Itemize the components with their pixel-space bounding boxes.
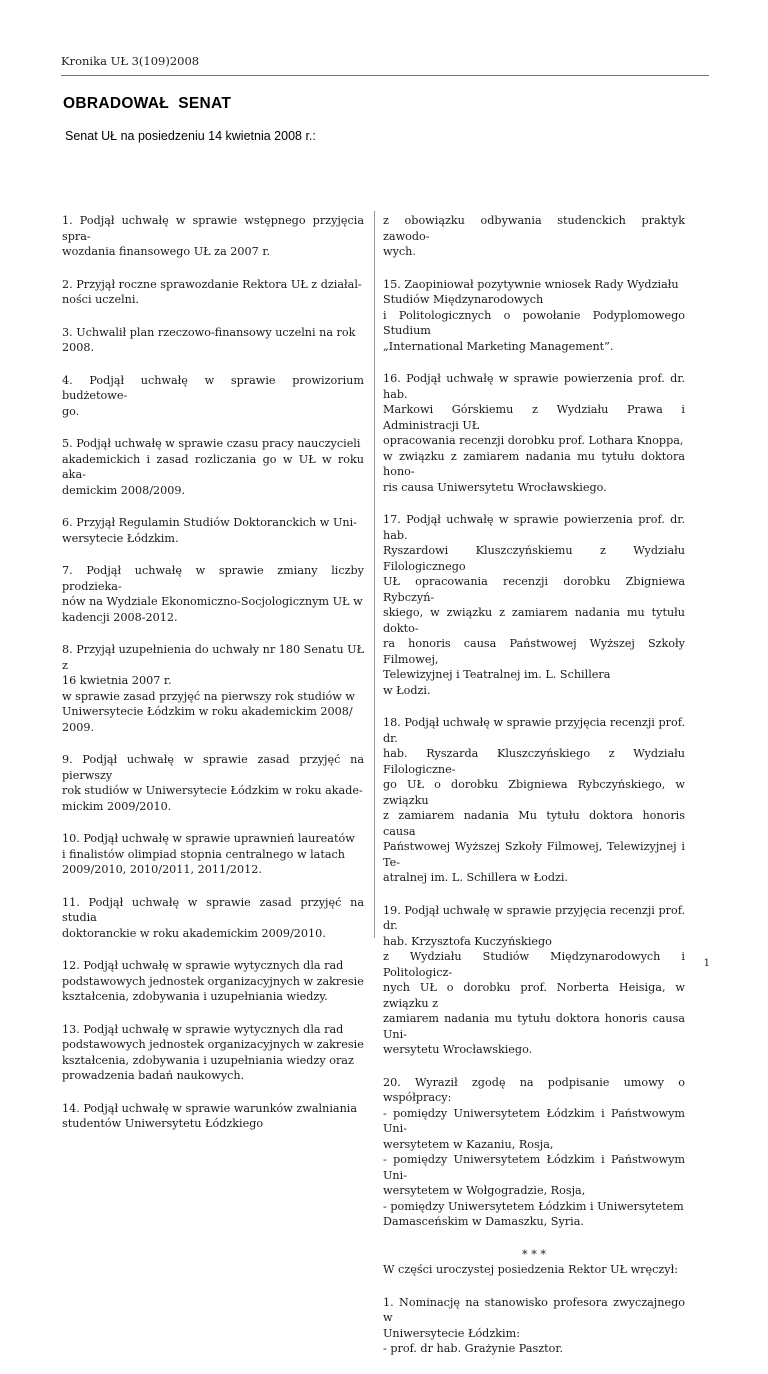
text-line: 17. Podjął uchwałę w sprawie powierzenia prof. dr. hab. xyxy=(383,513,685,542)
text-line: hab. Krzysztofa Kuczyńskiego xyxy=(383,934,552,948)
text-line: w Łodzi. xyxy=(383,683,431,697)
text-line: wersytecie Łódzkim. xyxy=(62,531,179,545)
text-line: z obowiązku odbywania studenckich praktyk zawodo- xyxy=(383,214,685,243)
text-line: podstawowych jednostek organizacyjnych w zakresie xyxy=(62,974,364,988)
resolution-item xyxy=(62,213,364,260)
running-header: Kronika UŁ 3(109)2008 xyxy=(61,54,200,68)
resolution-item xyxy=(62,515,364,546)
right-column xyxy=(383,213,685,1374)
text-line: wersytetem w Kazaniu, Rosja, xyxy=(383,1137,554,1151)
text-line: Ryszardowi Kluszczyńskiemu z Wydziału Filologicznego xyxy=(383,544,685,573)
text-line: 11. Podjął uchwałę w sprawie zasad przyjęć na studia xyxy=(62,895,364,924)
text-line: 7. Podjął uchwałę w sprawie zmiany liczby prodzieka- xyxy=(62,564,364,593)
text-line: 19. Podjął uchwałę w sprawie przyjęcia recenzji prof. dr. xyxy=(383,903,685,932)
text-line: Uniwersytecie Łódzkim w roku akademickim 2008/ xyxy=(62,705,353,718)
text-line: „International Marketing Management”. xyxy=(383,339,614,353)
text-line: i Politologicznych o powołanie Podyplomowego Studium xyxy=(383,308,685,337)
text-line: akademickich i zasad rozliczania go w UŁ w roku aka- xyxy=(62,452,364,481)
resolution-item xyxy=(62,563,364,625)
resolution-item xyxy=(62,373,364,420)
text-line: go UŁ o dorobku Zbigniewa Rybczyńskiego, w związku xyxy=(383,778,685,807)
text-line: Państwowej Wyższej Szkoły Filmowej, Telewizyjnej i Te- xyxy=(383,840,685,869)
resolution-item xyxy=(383,903,685,1058)
left-column xyxy=(62,213,364,1149)
text-line: - pomiędzy Uniwersytetem Łódzkim i Uniwersytetem xyxy=(383,1199,684,1213)
text-line: skiego, w związku z zamiarem nadania mu tytułu dokto- xyxy=(383,606,685,635)
text-line: rok studiów w Uniwersytecie Łódzkim w roku akade- xyxy=(62,784,363,797)
text-line: atralnej im. L. Schillera w Łodzi. xyxy=(383,871,569,884)
text-line: 16 kwietnia 2007 r. xyxy=(62,674,172,687)
resolution-item xyxy=(62,831,364,878)
page-number: 1 xyxy=(703,958,710,969)
resolution-item xyxy=(62,752,364,814)
resolution-item xyxy=(383,1247,685,1278)
text-line: 3. Uchwalił plan rzeczowo-finansowy uczelni na rok xyxy=(62,325,356,339)
text-line: z zamiarem nadania Mu tytułu doktora honoris causa xyxy=(383,809,685,838)
text-line: 1. Podjął uchwałę w sprawie wstępnego przyjęcia spra- xyxy=(62,214,364,243)
resolution-item xyxy=(62,895,364,942)
text-line: wersytetu Wrocławskiego. xyxy=(383,1043,533,1056)
resolution-item xyxy=(62,277,364,308)
text-line: 14. Podjął uchwałę w sprawie warunków zwalniania xyxy=(62,1101,358,1115)
text-line: ności uczelni. xyxy=(62,293,139,306)
resolution-item xyxy=(383,715,685,886)
resolution-item xyxy=(383,277,685,355)
text-line: 6. Przyjął Regulamin Studiów Doktoranckich w Uni- xyxy=(62,516,357,529)
text-line: prowadzenia badań naukowych. xyxy=(62,1069,245,1082)
resolution-item xyxy=(383,1075,685,1230)
text-line: 9. Podjął uchwałę w sprawie zasad przyjęć na pierwszy xyxy=(62,753,364,782)
resolution-item xyxy=(383,371,685,495)
text-line: 2008. xyxy=(62,341,95,354)
text-line: 15. Zaopiniował pozytywnie wniosek Rady Wydziału xyxy=(383,277,679,291)
text-line: - prof. dr hab. Grażynie Pasztor. xyxy=(383,1342,564,1355)
text-line: w sprawie zasad przyjęć na pierwszy rok studiów w xyxy=(62,689,355,703)
text-line: - pomiędzy Uniwersytetem Łódzkim i Państwowym Uni- xyxy=(383,1153,685,1182)
text-line: opracowania recenzji dorobku prof. Lothara Knoppa, xyxy=(383,434,684,447)
text-line: 2. Przyjął roczne sprawozdanie Rektora UŁ z działal- xyxy=(62,277,362,291)
text-line: Telewizyjnej i Teatralnej im. L. Schillera xyxy=(383,668,611,681)
text-line: 8. Przyjął uzupełnienia do uchwały nr 180 Senatu UŁ z xyxy=(62,643,364,672)
text-line: UŁ opracowania recenzji dorobku Zbigniewa Rybczyń- xyxy=(383,575,685,604)
text-line: podstawowych jednostek organizacyjnych w zakresie xyxy=(62,1038,364,1051)
text-line: zamiarem nadania mu tytułu doktora honoris causa Uni- xyxy=(383,1012,685,1041)
text-line: 4. Podjął uchwałę w sprawie prowizorium budżetowe- xyxy=(62,373,364,402)
text-line: wozdania finansowego UŁ za 2007 r. xyxy=(62,245,271,258)
text-line: 10. Podjął uchwałę w sprawie uprawnień laureatów xyxy=(62,832,355,845)
resolution-item xyxy=(62,958,364,1005)
resolution-item xyxy=(62,325,364,356)
text-line: 2009/2010, 2010/2011, 2011/2012. xyxy=(62,863,262,876)
resolution-item xyxy=(383,213,685,260)
text-line: hab. Ryszarda Kluszczyńskiego z Wydziału Filologiczne- xyxy=(383,747,685,776)
text-line: 5. Podjął uchwałę w sprawie czasu pracy nauczycieli xyxy=(62,437,361,450)
resolution-item xyxy=(383,1295,685,1357)
text-line: 1. Nominację na stanowisko profesora zwyczajnego w xyxy=(383,1295,685,1324)
text-line: kształcenia, zdobywania i uzupełniania wiedzy oraz xyxy=(62,1053,354,1067)
text-line: w związku z zamiarem nadania mu tytułu doktora hono- xyxy=(383,449,685,478)
text-line: go. xyxy=(62,404,80,418)
session-subtitle: Senat UŁ na posiedzeniu 14 kwietnia 2008 r.: xyxy=(65,129,316,143)
page-title: OBRADOWAŁ SENAT xyxy=(63,95,232,112)
text-line: mickim 2009/2010. xyxy=(62,799,172,813)
text-line: Damasceńskim w Damaszku, Syria. xyxy=(383,1215,584,1228)
text-line: Studiów Międzynarodowych xyxy=(383,293,544,306)
text-line: Uniwersytecie Łódzkim: xyxy=(383,1326,520,1340)
column-divider xyxy=(374,211,375,938)
text-line: demickim 2008/2009. xyxy=(62,483,186,497)
resolution-item xyxy=(62,1101,364,1132)
text-line: 20. Wyraził zgodę na podpisanie umowy o współpracy: xyxy=(383,1075,685,1104)
text-line: W części uroczystej posiedzenia Rektor UŁ wręczył: xyxy=(383,1263,678,1276)
text-line: i finalistów olimpiad stopnia centralnego w latach xyxy=(62,847,345,861)
header-rule xyxy=(61,75,709,76)
text-line: kształcenia, zdobywania i uzupełniania wiedzy. xyxy=(62,990,328,1003)
text-line: kadencji 2008-2012. xyxy=(62,610,178,624)
text-line: - pomiędzy Uniwersytetem Łódzkim i Państwowym Uni- xyxy=(383,1106,685,1135)
text-line: doktoranckie w roku akademickim 2009/2010. xyxy=(62,926,326,940)
resolution-item xyxy=(383,512,685,698)
resolution-item xyxy=(62,436,364,498)
text-line: wych. xyxy=(383,245,416,258)
section-separator: * * * xyxy=(522,1247,546,1261)
text-line: nów na Wydziale Ekonomiczno-Socjologicznym UŁ w xyxy=(62,595,363,608)
text-line: ris causa Uniwersytetu Wrocławskiego. xyxy=(383,480,607,494)
text-line: studentów Uniwersytetu Łódzkiego xyxy=(62,1117,264,1130)
text-line: Markowi Górskiemu z Wydziału Prawa i Administracji UŁ xyxy=(383,403,685,432)
resolution-item xyxy=(62,642,364,735)
text-line: 2009. xyxy=(62,720,95,734)
text-line: nych UŁ o dorobku prof. Norberta Heisiga, w związku z xyxy=(383,981,685,1010)
text-line: ra honoris causa Państwowej Wyższej Szkoły Filmowej, xyxy=(383,637,685,666)
text-line: 12. Podjął uchwałę w sprawie wytycznych dla rad xyxy=(62,959,344,972)
text-line: z Wydziału Studiów Międzynarodowych i Politologicz- xyxy=(383,950,685,979)
text-line: 16. Podjął uchwałę w sprawie powierzenia prof. dr. hab. xyxy=(383,372,685,401)
text-line: 13. Podjął uchwałę w sprawie wytycznych dla rad xyxy=(62,1022,344,1036)
resolution-item xyxy=(62,1022,364,1084)
text-line: 18. Podjął uchwałę w sprawie przyjęcia recenzji prof. dr. xyxy=(383,716,685,745)
text-line: wersytetem w Wołgogradzie, Rosja, xyxy=(383,1184,586,1197)
